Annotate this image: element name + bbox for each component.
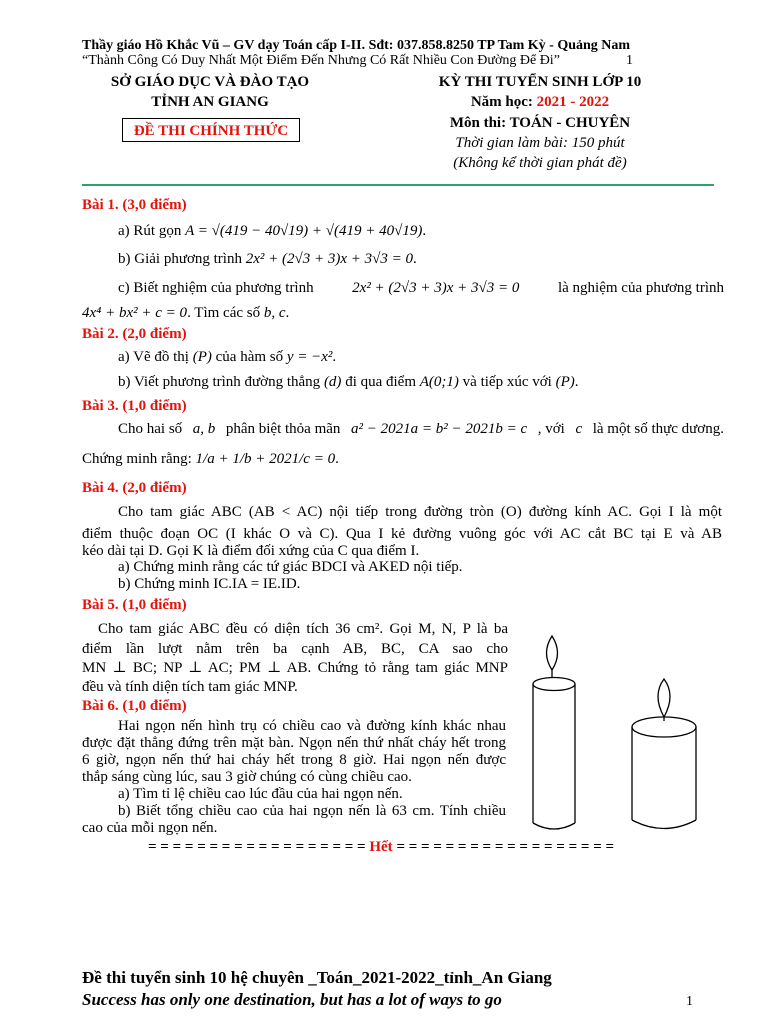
- problem-3-text1: Cho hai số: [118, 421, 183, 437]
- problem-3-math2: a² − 2021a = b² − 2021b = c: [351, 421, 528, 437]
- footer-page-number: 1: [686, 994, 693, 1009]
- header-author-line: Thầy giáo Hồ Khắc Vũ – GV dạy Toán cấp I-II. Sđt: 037.858.8250 TP Tam Kỳ - Quảng Nam: [82, 38, 631, 53]
- school-year-label: Năm học:: [470, 94, 537, 110]
- problem-2b: [118, 373, 718, 391]
- problem-5-title: Bài 5. (1,0 điểm): [82, 597, 187, 613]
- end-word: Hết: [369, 839, 393, 855]
- problem-4b: b) Chứng minh IC.IA = IE.ID.: [118, 576, 301, 592]
- problem-5-line4: đều và tính diện tích tam giác MNP.: [82, 679, 298, 695]
- problem-2b-text3: và tiếp xúc với: [458, 374, 556, 390]
- header-page-number: 1: [626, 53, 633, 68]
- footer-title: Đề thi tuyển sinh 10 hệ chuyên _Toán_2021-2022_tỉnh_An Giang: [82, 968, 552, 987]
- header-divider: [82, 184, 714, 186]
- problem-2b-math3: (P): [555, 374, 575, 390]
- duration-line: Thời gian làm bài: 150 phút: [455, 135, 625, 151]
- end-separator-right: = = = = = = = = = = = = = = = = = =: [392, 839, 615, 855]
- problem-3-text2: phân biệt thỏa mãn: [225, 421, 341, 437]
- problem-2b-text2: đi qua điểm: [341, 374, 420, 390]
- problem-3-line2: [82, 450, 682, 468]
- problem-3-math1: a, b: [192, 421, 216, 437]
- problem-1b: [118, 250, 718, 268]
- problem-1-title: Bài 1. (3,0 điểm): [82, 197, 187, 213]
- official-exam-box: ĐỀ THI CHÍNH THỨC: [122, 118, 300, 142]
- school-year: [400, 93, 680, 111]
- department-name: SỞ GIÁO DỤC VÀ ĐÀO TẠO: [110, 74, 310, 90]
- problem-2a-math2: y = −x²: [286, 349, 333, 365]
- problem-1a-text: a) Rút gọn: [118, 223, 186, 239]
- problem-6-line2: được đặt thẳng đứng trên mặt bàn. Ngọn nến thứ nhất cháy hết trong: [82, 735, 506, 751]
- problem-3-text3: , với: [537, 421, 565, 437]
- candle-1-top: [533, 678, 575, 691]
- problem-1c-line1: [118, 279, 724, 297]
- problem-2b-end: .: [574, 374, 579, 390]
- problem-2a-text: a) Vẽ đồ thị: [118, 349, 193, 365]
- problem-6-line1: Hai ngọn nến hình trụ có chiều cao và đường kính khác nhau: [118, 718, 506, 734]
- problem-6-line4: thắp sáng cùng lúc, sau 3 giờ chúng có cùng chiều cao.: [82, 769, 412, 785]
- candle-1-bottom: [533, 823, 575, 829]
- problem-5-line3: MN ⊥ BC; NP ⊥ AC; PM ⊥ AB. Chứng tỏ rằng tam giác MNP: [82, 660, 508, 676]
- problem-3-title: Bài 3. (1,0 điểm): [82, 398, 187, 414]
- candle-1-flame: [547, 636, 558, 670]
- problem-4-line1: Cho tam giác ABC (AB < AC) nội tiếp trong đường tròn (O) đường kính AC. Gọi I là một: [118, 504, 722, 520]
- candle-2-flame: [658, 679, 670, 717]
- school-year-value: 2021 - 2022: [536, 94, 610, 110]
- problem-1a-math: A = √(419 − 40√19) + √(419 + 40√19): [185, 223, 423, 239]
- problem-1c-math3: b, c: [263, 305, 286, 321]
- problem-1c-text3: . Tìm các số: [187, 305, 264, 321]
- problem-6a: a) Tìm tỉ lệ chiều cao lúc đầu của hai ngọn nến.: [118, 786, 403, 802]
- problem-2a: [118, 348, 718, 366]
- problem-2-title: Bài 2. (2,0 điểm): [82, 326, 187, 342]
- problem-1c-math: 2x² + (2√3 + 3)x + 3√3 = 0: [352, 280, 520, 296]
- candle-2-bottom: [632, 820, 696, 829]
- problem-4-line3: kéo dài tại D. Gọi K là điểm đối xứng của C qua điểm I.: [82, 543, 420, 559]
- problem-5-line1: Cho tam giác ABC đều có diện tích 36 cm². Gọi M, N, P là ba: [98, 621, 508, 637]
- problem-1b-end: .: [412, 251, 417, 267]
- header-motto-line: “Thành Công Có Duy Nhất Một Điểm Đến Nhưng Có Rất Nhiều Con Đường Để Đi”: [82, 53, 560, 68]
- problem-6b-line1: b) Biết tổng chiều cao của hai ngọn nến là 63 cm. Tính chiều: [118, 803, 506, 819]
- problem-1c-text2: là nghiệm của phương trình: [557, 280, 724, 296]
- subject-line: Môn thi: TOÁN - CHUYÊN: [449, 115, 631, 131]
- problem-3-math3: c: [575, 421, 583, 437]
- exam-title: KỲ THI TUYỂN SINH LỚP 10: [438, 74, 642, 90]
- problem-1c-end: .: [285, 305, 290, 321]
- problem-6-title: Bài 6. (1,0 điểm): [82, 698, 187, 714]
- problem-2a-end: .: [332, 349, 337, 365]
- problem-2a-text2: của hàm số: [211, 349, 287, 365]
- problem-1c-text: c) Biết nghiệm của phương trình: [118, 280, 314, 296]
- problem-2a-math1: (P): [192, 349, 212, 365]
- problem-3-line1: [118, 420, 724, 438]
- problem-2b-math2: A(0;1): [419, 374, 459, 390]
- problem-4-line2: điểm thuộc đoạn OC (I khác O và C). Qua I kẻ đường vuông góc với AC cắt BC tại E và AB: [82, 526, 722, 542]
- problem-5-line2: điểm lần lượt nằm trên ba cạnh AB, BC, CA sao cho: [82, 641, 508, 657]
- problem-1a: [118, 222, 718, 240]
- problem-3-math4: 1/a + 1/b + 2021/c = 0: [195, 451, 336, 467]
- problem-1b-text: b) Giải phương trình: [118, 251, 246, 267]
- problem-2b-math1: (d): [323, 374, 342, 390]
- two-candles-icon: [520, 625, 720, 845]
- problem-3-text5: Chứng minh rằng:: [82, 451, 196, 467]
- duration-note: (Không kể thời gian phát đề): [453, 155, 627, 171]
- problem-3-text4: là một số thực dương.: [592, 421, 724, 437]
- province-name: TỈNH AN GIANG: [151, 94, 269, 110]
- end-separator-left: = = = = = = = = = = = = = = = = = =: [148, 839, 370, 855]
- problem-6b-line2: cao của mỗi ngọn nến.: [82, 820, 218, 836]
- problem-4-title: Bài 4. (2,0 điểm): [82, 480, 187, 496]
- problem-1b-math: 2x² + (2√3 + 3)x + 3√3 = 0: [245, 251, 413, 267]
- problem-4a: a) Chứng minh rằng các tứ giác BDCI và AKED nội tiếp.: [118, 559, 463, 575]
- problem-3-end: .: [335, 451, 339, 467]
- problem-6-line3: 6 giờ, ngọn nến thứ hai cháy hết trong 8 giờ. Hai ngọn nến được: [82, 752, 506, 768]
- problem-1a-end: .: [422, 223, 427, 239]
- problem-1c-line2: [82, 304, 702, 322]
- footer-motto: Success has only one destination, but has a lot of ways to go: [82, 990, 502, 1009]
- problem-1c-math2: 4x⁴ + bx² + c = 0: [82, 305, 188, 321]
- problem-2b-text: b) Viết phương trình đường thẳng: [118, 374, 324, 390]
